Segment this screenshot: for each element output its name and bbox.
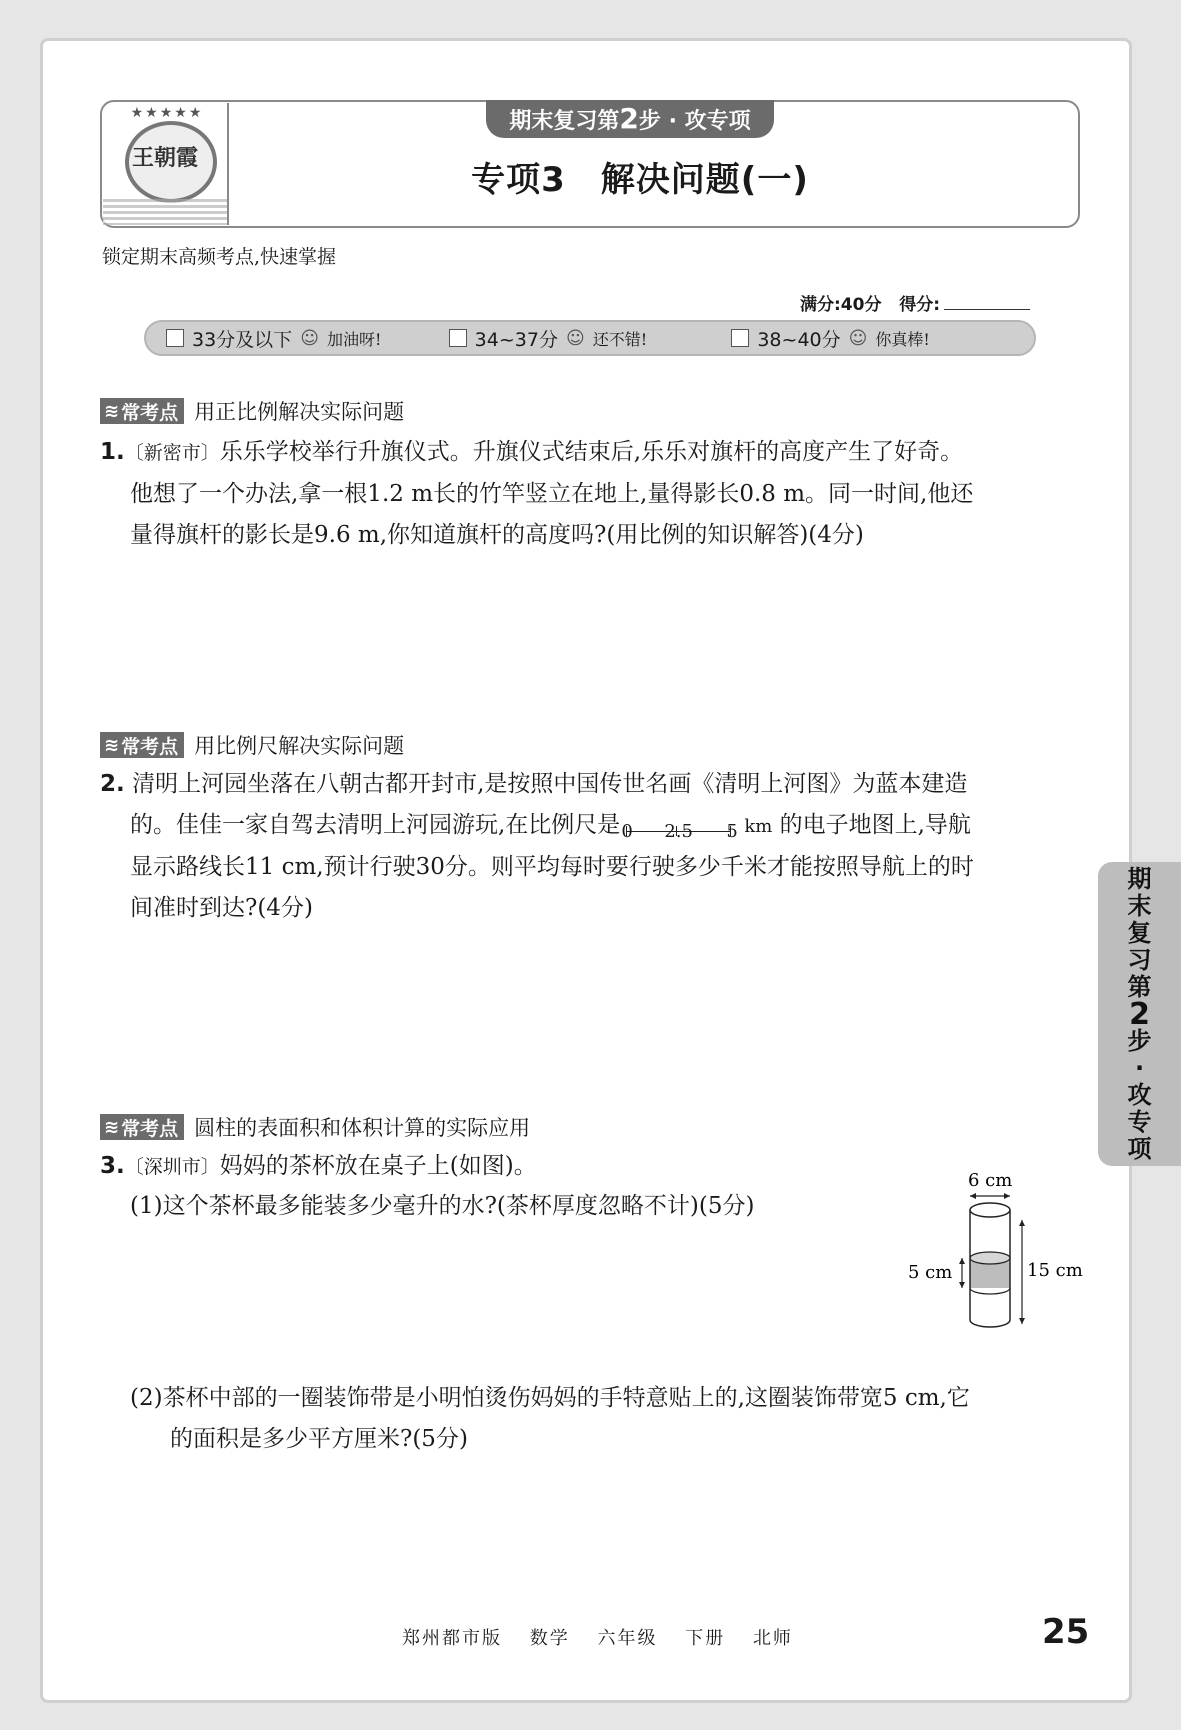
question-2	[100, 764, 1080, 929]
kp-badge-label: 常考点	[121, 401, 179, 424]
kp-badge-label: 常考点	[121, 735, 179, 758]
score-blank[interactable]	[944, 309, 1030, 310]
checkbox[interactable]	[166, 329, 184, 347]
grade-note: 还不错!	[592, 329, 648, 349]
question-3-part-1: (1)这个茶杯最多能装多少毫升的水?(茶杯厚度忽略不计)(5分)	[130, 1193, 755, 1219]
step-tab-number: 2	[619, 102, 639, 135]
grade-range: 38~40分	[757, 328, 841, 351]
question-1	[100, 432, 1080, 556]
question-source: 〔新密市〕	[124, 442, 220, 464]
logo	[103, 103, 229, 225]
side-tab-char: 步	[1127, 1026, 1152, 1055]
side-tab-char: 习	[1127, 945, 1152, 974]
smiley-icon: ☺	[300, 327, 319, 349]
footer	[402, 1624, 813, 1650]
side-tab-char: 复	[1127, 918, 1152, 947]
footer-item: 北师	[752, 1628, 793, 1649]
scale-tick-label: 0	[621, 821, 633, 842]
wave-icon: ≋	[104, 1116, 118, 1138]
step-tab-prefix: 期末复习第	[509, 109, 620, 134]
question-text: 乐乐学校举行升旗仪式。升旗仪式结束后,乐乐对旗杆的高度产生了好奇。	[219, 439, 964, 465]
page-number: 25	[1042, 1612, 1090, 1652]
height-label: 15 cm	[1027, 1260, 1083, 1281]
question-text: (2)茶杯中部的一圈装饰带是小明怕烫伤妈妈的手特意贴上的,这圈装饰带宽5 cm,它	[130, 1385, 970, 1411]
grade-option	[731, 325, 1014, 352]
kp-text: 用正比例解决实际问题	[194, 400, 405, 424]
grade-note: 加油呀!	[326, 329, 382, 349]
question-text: 的。佳佳一家自驾去清明上河园游玩,在比例尺是	[130, 812, 621, 838]
footer-item: 下册	[685, 1628, 726, 1649]
question-text: 清明上河园坐落在八朝古都开封市,是按照中国传世名画《清明上河图》为蓝本建造	[132, 771, 968, 797]
page-title: 专项3 解决问题(一)	[471, 160, 809, 200]
kp-text: 用比例尺解决实际问题	[194, 734, 405, 758]
knowledge-point	[100, 730, 404, 760]
side-tab-char: ·	[1134, 1053, 1145, 1082]
side-tab-char: 末	[1127, 891, 1152, 920]
knowledge-point	[100, 1112, 530, 1142]
grade-option	[449, 325, 732, 352]
scale-tick-label: 2.5	[664, 821, 693, 842]
kp-badge	[100, 398, 184, 424]
wave-icon: ≋	[104, 734, 118, 756]
waves-icon	[103, 199, 227, 225]
stars-icon: ★★★★★	[130, 105, 204, 121]
question-text: 间准时到达?(4分)	[130, 895, 313, 921]
question-text: 他想了一个办法,拿一根1.2 m长的竹竿竖立在地上,量得影长0.8 m。同一时间,他还	[130, 481, 974, 507]
question-text: 的面积是多少平方厘米?(5分)	[170, 1426, 468, 1452]
scale-bar	[620, 811, 744, 841]
side-tab-char: 项	[1127, 1134, 1152, 1163]
checkbox[interactable]	[731, 329, 749, 347]
side-tab-char: 攻	[1127, 1080, 1152, 1109]
question-text: 显示路线长11 cm,预计行驶30分。则平均每时要行驶多少千米才能按照导航上的时	[130, 854, 974, 880]
smiley-icon: ☺	[565, 327, 585, 349]
grade-bar	[144, 320, 1036, 356]
footer-item: 数学	[529, 1628, 570, 1649]
step-tab-suffix: 步 · 攻专项	[638, 109, 751, 134]
full-score: 满分:40分	[800, 295, 882, 315]
question-3-part-2	[130, 1378, 1080, 1460]
footer-item: 六年级	[597, 1628, 658, 1649]
question-source: 〔深圳市〕	[124, 1156, 220, 1178]
grade-range: 33分及以下	[192, 328, 293, 351]
grade-range: 34~37分	[474, 328, 558, 351]
side-tab	[1098, 862, 1181, 1166]
scale-tick-label: 5	[726, 821, 738, 842]
score-label: 得分:	[899, 295, 941, 315]
wave-icon: ≋	[104, 400, 118, 422]
scale-unit: km	[744, 816, 773, 837]
diameter-label: 6 cm	[968, 1172, 1013, 1191]
kp-badge	[100, 1114, 184, 1140]
subtitle: 锁定期末高频考点,快速掌握	[102, 246, 337, 268]
kp-badge	[100, 732, 184, 758]
side-tab-char: 期	[1127, 864, 1152, 893]
smiley-icon: ☺	[848, 327, 868, 349]
logo-text: 王朝霞	[131, 145, 198, 171]
band-label: 5 cm	[908, 1262, 953, 1283]
side-tab-char: 2	[1129, 996, 1150, 1032]
question-number: 2.	[100, 771, 125, 797]
question-text: 妈妈的茶杯放在桌子上(如图)。	[219, 1153, 537, 1179]
step-tab	[486, 100, 774, 138]
score-line	[800, 290, 1030, 315]
kp-badge-label: 常考点	[121, 1117, 179, 1140]
grade-option	[166, 325, 449, 352]
question-number: 1.	[100, 439, 125, 465]
knowledge-point	[100, 396, 404, 426]
cup-figure	[900, 1172, 1090, 1332]
grade-note: 你真棒!	[875, 329, 930, 349]
checkbox[interactable]	[449, 329, 467, 347]
cylinder-diagram	[900, 1172, 1090, 1332]
question-text: 的电子地图上,导航	[779, 812, 971, 838]
question-number: 3.	[100, 1153, 125, 1179]
kp-text: 圆柱的表面积和体积计算的实际应用	[194, 1116, 531, 1140]
side-tab-char: 第	[1127, 972, 1152, 1001]
side-tab-char: 专	[1127, 1107, 1152, 1136]
footer-item: 郑州都市版	[402, 1628, 502, 1649]
question-text: 量得旗杆的影长是9.6 m,你知道旗杆的高度吗?(用比例的知识解答)(4分)	[130, 522, 864, 548]
